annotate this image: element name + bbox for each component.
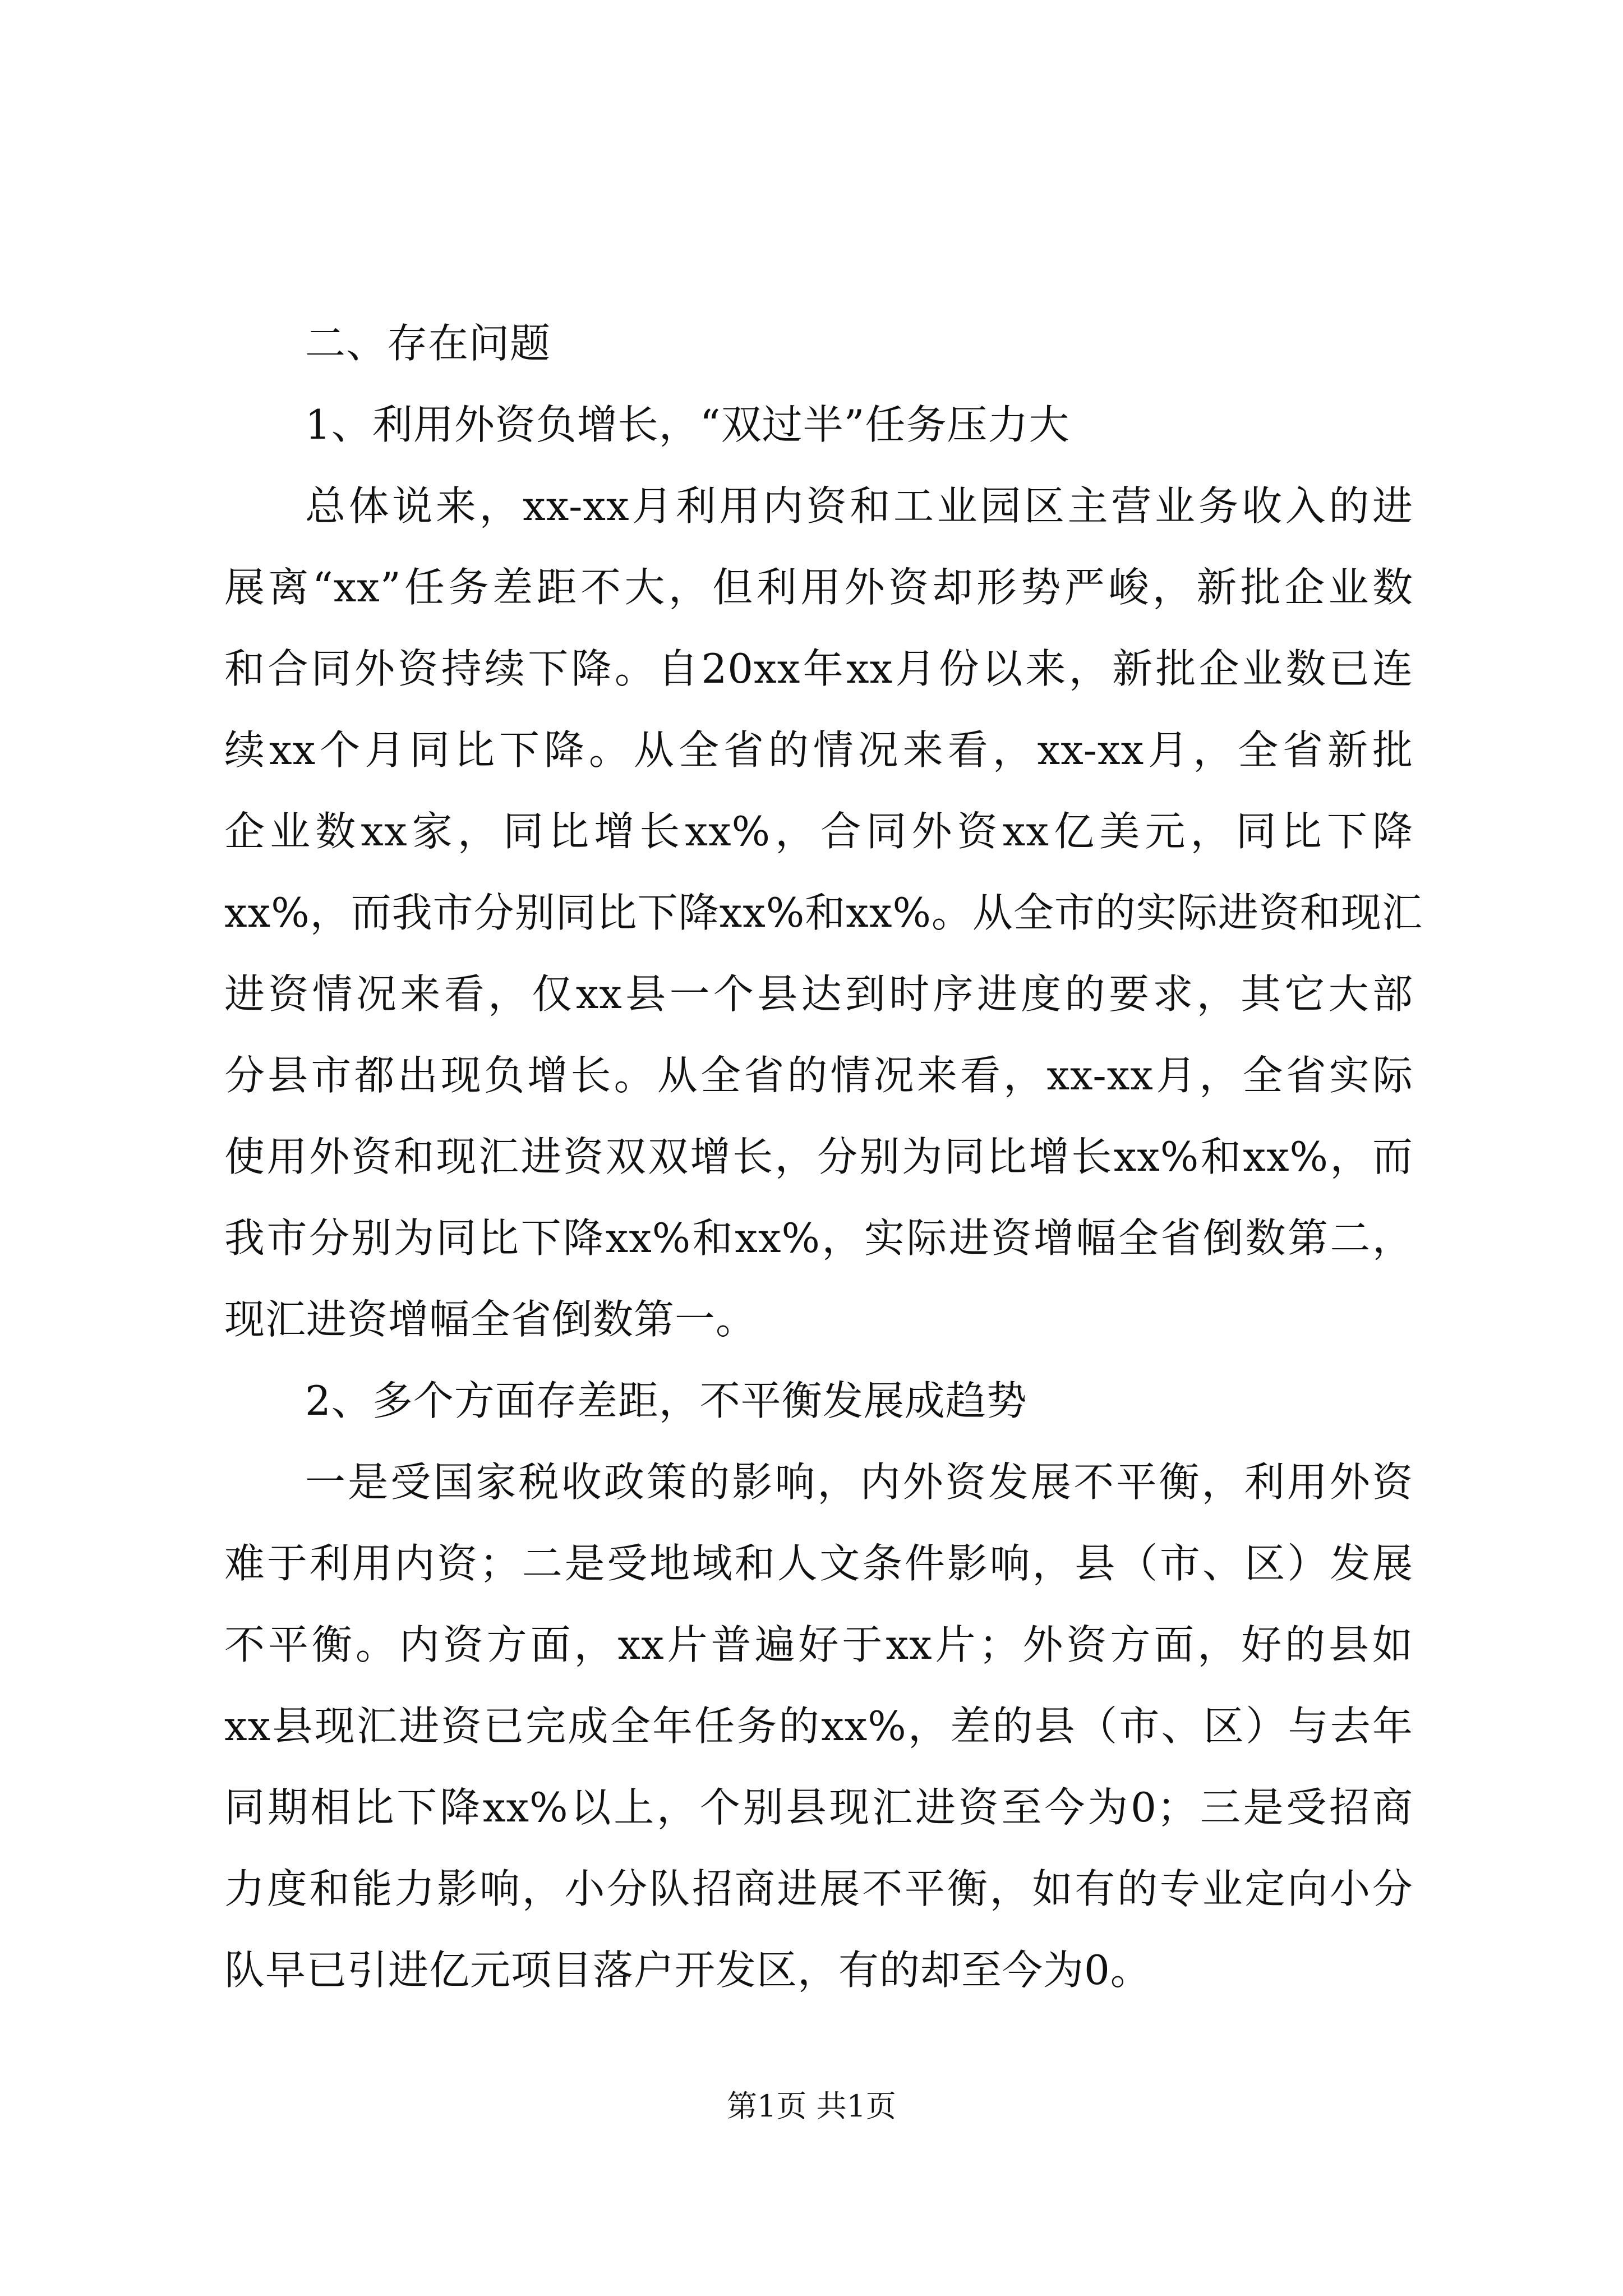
paragraph-2-line-7: 队早已引进亿元项目落户开发区，有的却至今为0。: [224, 1947, 1151, 1994]
paragraph-1-line-10: 我市分别为同比下降xx%和xx%，实际进资增幅全省倒数第二，: [224, 1214, 1413, 1262]
paragraph-1-line-2: 展离“xx”任务差距不大，但利用外资却形势严峻，新批企业数: [224, 564, 1413, 611]
paragraph-1-line-11: 现汇进资增幅全省倒数第一。: [224, 1296, 757, 1343]
section-heading: 二、存在问题: [305, 320, 551, 367]
paragraph-1-line-8: 分县市都出现负增长。从全省的情况来看，xx-xx月，全省实际: [224, 1052, 1413, 1099]
paragraph-1-line-7: 进资情况来看，仅xx县一个县达到时序进度的要求，其它大部: [224, 970, 1413, 1018]
paragraph-1-line-9: 使用外资和现汇进资双双增长，分别为同比增长xx%和xx%，而: [224, 1133, 1413, 1180]
subheading-1: 1、利用外资负增长，“双过半”任务压力大: [305, 401, 1070, 448]
paragraph-1-line-5: 企业数xx家，同比增长xx%，合同外资xx亿美元，同比下降: [224, 808, 1413, 855]
paragraph-2-line-4: xx县现汇进资已完成全年任务的xx%，差的县（市、区）与去年: [224, 1703, 1413, 1750]
paragraph-2-line-1: 一是受国家税收政策的影响，内外资发展不平衡，利用外资: [305, 1458, 1413, 1506]
page-number-footer: 第1页 共1页: [727, 2088, 896, 2124]
document-body: [224, 303, 1423, 2011]
paragraph-1-line-4: 续xx个月同比下降。从全省的情况来看，xx-xx月，全省新批: [224, 726, 1413, 774]
paragraph-1-line-3: 和合同外资持续下降。自20xx年xx月份以来，新批企业数已连: [224, 645, 1413, 692]
paragraph-2-line-6: 力度和能力影响，小分队招商进展不平衡，如有的专业定向小分: [224, 1865, 1413, 1912]
paragraph-2-line-5: 同期相比下降xx%以上，个别县现汇进资至今为0；三是受招商: [224, 1784, 1413, 1831]
paragraph-2-line-2: 难于利用内资；二是受地域和人文条件影响，县（市、区）发展: [224, 1540, 1413, 1587]
paragraph-1-line-1: 总体说来，xx-xx月利用内资和工业园区主营业务收入的进: [305, 482, 1413, 530]
paragraph-1-line-6: xx%，而我市分别同比下降xx%和xx%。从全市的实际进资和现汇: [224, 889, 1423, 936]
paragraph-2-line-3: 不平衡。内资方面，xx片普遍好于xx片；外资方面，好的县如: [224, 1621, 1413, 1668]
subheading-2: 2、多个方面存差距，不平衡发展成趋势: [305, 1377, 1027, 1424]
